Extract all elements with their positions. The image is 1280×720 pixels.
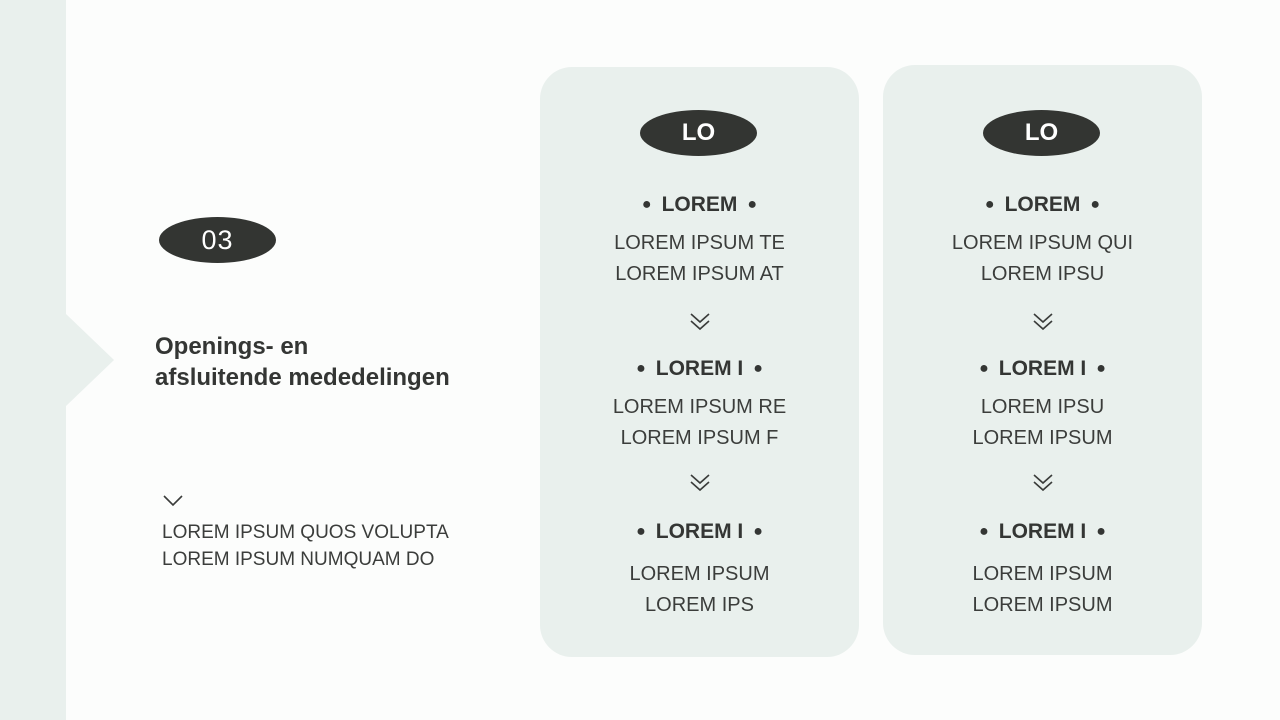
step-body xyxy=(540,392,859,454)
step-body xyxy=(883,228,1202,290)
bullet-dot-icon: ● xyxy=(753,523,763,540)
step-body-line: LOREM IPSUM xyxy=(972,427,1113,449)
bullet-dot-icon: ● xyxy=(747,196,758,213)
step-body-line: LOREM IPSUM xyxy=(972,594,1113,616)
bullet-dot-icon: ● xyxy=(636,360,646,377)
bullet-dot-icon: ● xyxy=(1090,196,1101,213)
section-description-line: LOREM IPSUM NUMQUAM DO xyxy=(162,549,435,570)
step-body-line: LOREM IPSUM QUI xyxy=(951,232,1134,254)
double-chevron-down-icon xyxy=(689,312,711,332)
step-body-line: LOREM IPSUM F xyxy=(620,427,779,449)
card-badge: LO xyxy=(640,110,757,156)
step-heading-text: LOREM I xyxy=(998,520,1087,543)
step-body xyxy=(883,559,1202,621)
bullet-dot-icon: ● xyxy=(753,360,763,377)
step-body-line: LOREM IPS xyxy=(645,594,754,616)
step-body xyxy=(540,228,859,290)
card-step-1 xyxy=(883,190,1202,290)
process-card-2 xyxy=(883,65,1202,655)
card-step-1 xyxy=(540,190,859,290)
double-chevron-down-icon xyxy=(1032,312,1054,332)
card-badge: LO xyxy=(983,110,1100,156)
side-strip xyxy=(0,0,66,720)
step-heading xyxy=(883,354,1202,384)
step-body-line: LOREM IPSUM RE xyxy=(612,396,787,418)
step-heading xyxy=(883,517,1202,547)
bullet-dot-icon: ● xyxy=(984,196,995,213)
side-arrow-shape xyxy=(66,314,114,406)
bullet-dot-icon: ● xyxy=(979,523,989,540)
step-heading-text: LOREM I xyxy=(655,357,744,380)
bullet-dot-icon: ● xyxy=(636,523,646,540)
card-step-3 xyxy=(883,517,1202,621)
step-body-line: LOREM IPSUM xyxy=(629,563,770,585)
process-card-1 xyxy=(540,67,859,657)
step-heading-text: LOREM I xyxy=(655,520,744,543)
card-step-3 xyxy=(540,517,859,621)
step-heading xyxy=(540,517,859,547)
step-body xyxy=(883,392,1202,454)
section-title-line: Openings- en xyxy=(155,333,309,360)
step-heading xyxy=(540,354,859,384)
step-body-line: LOREM IPSUM xyxy=(972,563,1113,585)
bullet-dot-icon: ● xyxy=(979,360,989,377)
section-title-line: afsluitende mededelingen xyxy=(155,364,450,391)
bullet-dot-icon: ● xyxy=(1096,360,1106,377)
step-heading xyxy=(883,190,1202,220)
step-heading xyxy=(540,190,859,220)
card-step-2 xyxy=(540,354,859,454)
chevron-down-icon xyxy=(163,493,183,507)
step-body-line: LOREM IPSU xyxy=(980,396,1105,418)
step-heading-text: LOREM xyxy=(1004,193,1081,216)
double-chevron-down-icon xyxy=(689,473,711,493)
section-title xyxy=(155,331,515,393)
section-description-line: LOREM IPSUM QUOS VOLUPTA xyxy=(162,522,449,543)
step-body-line: LOREM IPSUM AT xyxy=(615,263,784,285)
step-heading-text: LOREM xyxy=(661,193,738,216)
step-body-line: LOREM IPSU xyxy=(980,263,1105,285)
bullet-dot-icon: ● xyxy=(1096,523,1106,540)
double-chevron-down-icon xyxy=(1032,473,1054,493)
step-body-line: LOREM IPSUM TE xyxy=(614,232,785,254)
step-heading-text: LOREM I xyxy=(998,357,1087,380)
step-body xyxy=(540,559,859,621)
card-step-2 xyxy=(883,354,1202,454)
bullet-dot-icon: ● xyxy=(641,196,652,213)
section-description xyxy=(162,519,502,573)
section-number-badge: 03 xyxy=(159,217,276,263)
